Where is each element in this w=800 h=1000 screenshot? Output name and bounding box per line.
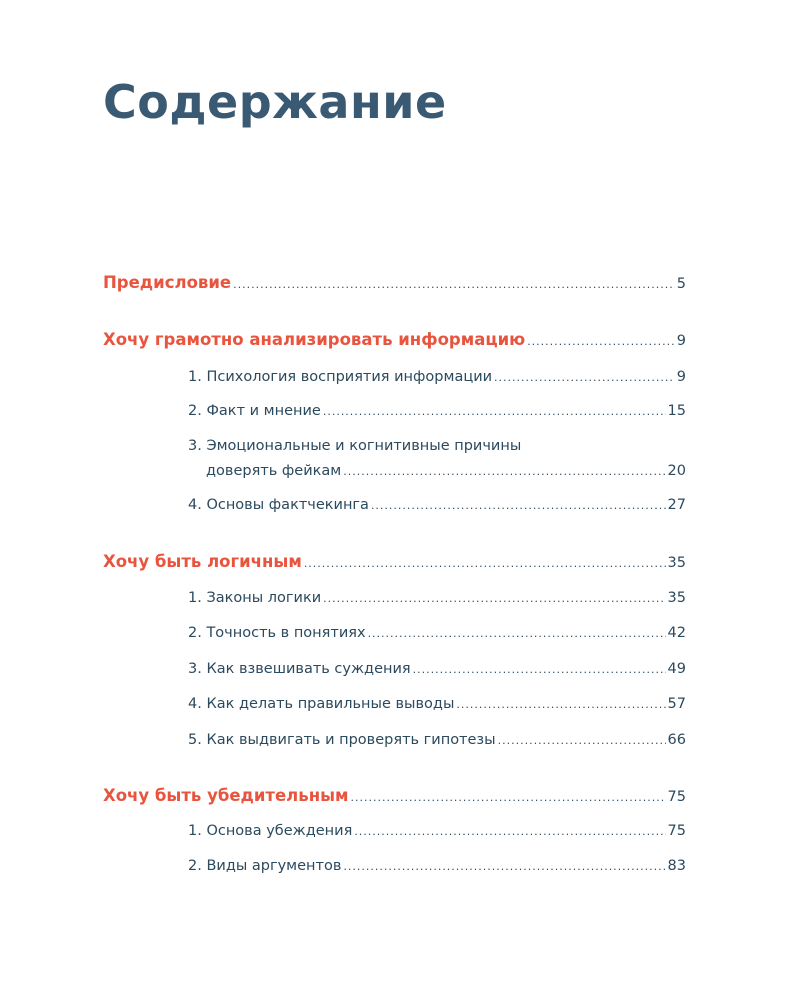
dot-leader [343, 462, 665, 482]
toc-page-number: 57 [667, 696, 686, 712]
toc-entry-section-1-2[interactable] [188, 401, 686, 422]
toc-entry-section-2-1[interactable] [188, 588, 686, 609]
toc-page-number: 66 [667, 732, 686, 748]
toc-entry-section-2-2[interactable] [188, 623, 686, 644]
toc-page-number: 42 [667, 625, 686, 641]
dot-leader [304, 554, 666, 574]
toc-entry-title: Предисловие [103, 273, 232, 292]
dot-leader [498, 731, 666, 751]
toc-entry-section-3-1[interactable] [188, 821, 686, 842]
toc-entry-section-2-4[interactable] [188, 694, 686, 715]
toc-page-number: 27 [667, 497, 686, 513]
toc-page-number: 5 [676, 276, 686, 292]
toc-entry-title: Хочу быть убедительным [103, 786, 349, 805]
toc-entry-section-1-3[interactable] [206, 461, 686, 482]
toc-page-number: 49 [667, 661, 686, 677]
toc-page-number: 9 [676, 369, 686, 385]
toc-entry-title: 1. Законы логики [188, 590, 322, 606]
dot-leader [456, 695, 665, 715]
toc-entry-chapter-1[interactable] [103, 330, 686, 352]
toc-entry-title: доверять фейкам [206, 463, 342, 479]
toc-entry-section-2-5[interactable] [188, 730, 686, 751]
toc-entry-title: Хочу быть логичным [103, 552, 302, 571]
dot-leader [494, 368, 675, 388]
toc-page-number: 83 [667, 858, 686, 874]
page-title: Содержание [103, 75, 447, 129]
dot-leader [527, 332, 675, 352]
toc-page-number: 15 [667, 403, 686, 419]
toc-entry-title: 5. Как выдвигать и проверять гипотезы [188, 732, 496, 748]
toc-entry-title: Хочу грамотно анализировать информацию [103, 330, 526, 349]
dot-leader [323, 589, 665, 609]
dot-leader [343, 857, 665, 877]
toc-entry-title: 1. Основа убеждения [188, 823, 353, 839]
toc-entry-title: 3. Как взвешивать суждения [188, 661, 411, 677]
toc-entry-title: 4. Как делать правильные выводы [188, 696, 455, 712]
toc-entry-title: 2. Факт и мнение [188, 403, 321, 419]
dot-leader [323, 402, 666, 422]
dot-leader [368, 624, 666, 644]
toc-entry-section-1-4[interactable] [188, 495, 686, 516]
toc-entry-chapter-2[interactable] [103, 552, 686, 574]
dot-leader [233, 275, 675, 295]
toc-entry-preface[interactable] [103, 273, 686, 295]
toc-entry-title: 4. Основы фактчекинга [188, 497, 369, 513]
toc-entry-section-1-3-line1[interactable]: 3. Эмоциональные и когнитивные причины [188, 438, 522, 454]
dot-leader [351, 788, 666, 808]
toc-entry-title: 2. Виды аргументов [188, 858, 342, 874]
toc-entry-section-3-2[interactable] [188, 856, 686, 877]
toc-page-number: 20 [667, 463, 686, 479]
toc-page-number: 75 [667, 789, 686, 805]
dot-leader [354, 822, 665, 842]
toc-entry-title: 1. Психология восприятия информации [188, 369, 493, 385]
toc-page-number: 35 [667, 590, 686, 606]
toc-page-number: 75 [667, 823, 686, 839]
dot-leader [371, 496, 666, 516]
toc-entry-title: 2. Точность в понятиях [188, 625, 366, 641]
toc-entry-section-1-1[interactable] [188, 367, 686, 388]
toc-entry-chapter-3[interactable] [103, 786, 686, 808]
toc-page-number: 9 [676, 333, 686, 349]
toc-page-number: 35 [667, 555, 686, 571]
dot-leader [413, 660, 666, 680]
toc-entry-section-2-3[interactable] [188, 659, 686, 680]
